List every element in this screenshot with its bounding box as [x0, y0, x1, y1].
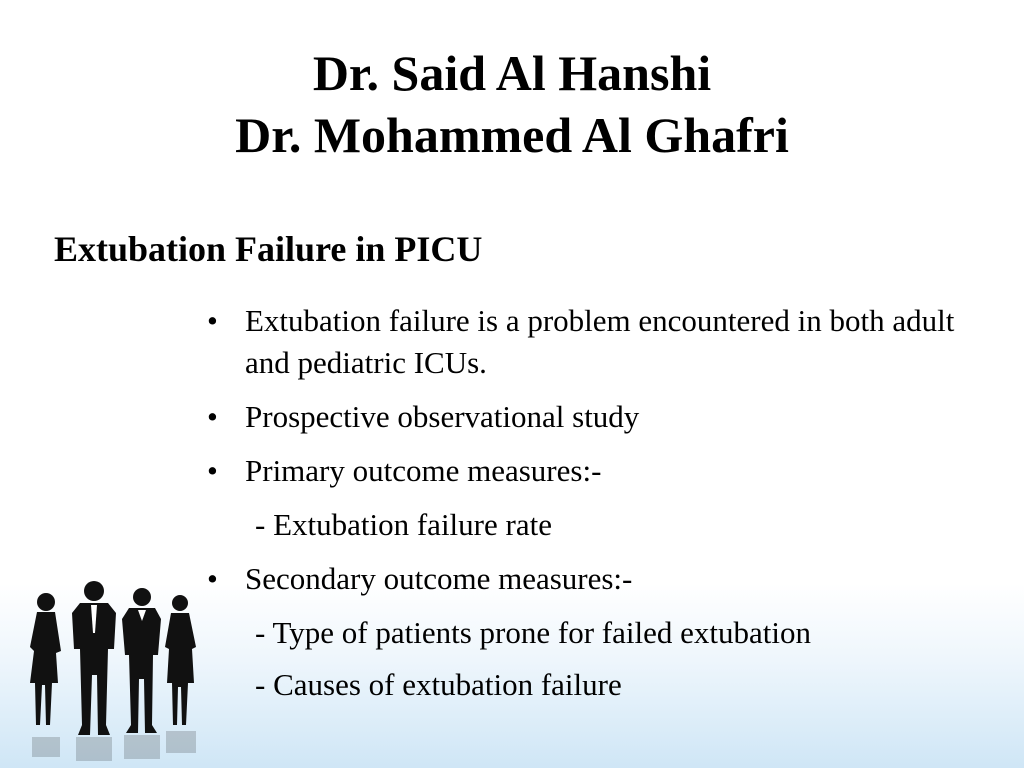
bullet-item	[207, 396, 967, 438]
bullet-text: Extubation failure is a problem encountered in both adult and pediatric ICUs.	[245, 303, 955, 380]
title-line-2: Dr. Mohammed Al Ghafri	[235, 107, 789, 163]
bullet-item	[207, 300, 967, 384]
bullet-text: Secondary outcome measures:-	[245, 561, 633, 596]
bullet-dot: •	[207, 399, 218, 434]
bullet-text: Prospective observational study	[245, 399, 640, 434]
section-heading: Extubation Failure in PICU	[54, 229, 483, 269]
bullet-list	[207, 300, 967, 716]
sub-item: - Causes of extubation failure	[255, 667, 622, 702]
business-people-silhouette	[18, 575, 208, 768]
sub-item: - Extubation failure rate	[255, 507, 552, 542]
bullet-item	[207, 450, 967, 492]
bullet-dot: •	[207, 453, 218, 488]
bullet-dot: •	[207, 561, 218, 596]
sub-item: - Type of patients prone for failed extubation	[255, 615, 811, 650]
bullet-text: Primary outcome measures:-	[245, 453, 602, 488]
bullet-dot: •	[207, 303, 218, 338]
slide-title	[0, 42, 1024, 166]
bullet-item	[207, 558, 967, 600]
title-line-1: Dr. Said Al Hanshi	[312, 45, 712, 101]
